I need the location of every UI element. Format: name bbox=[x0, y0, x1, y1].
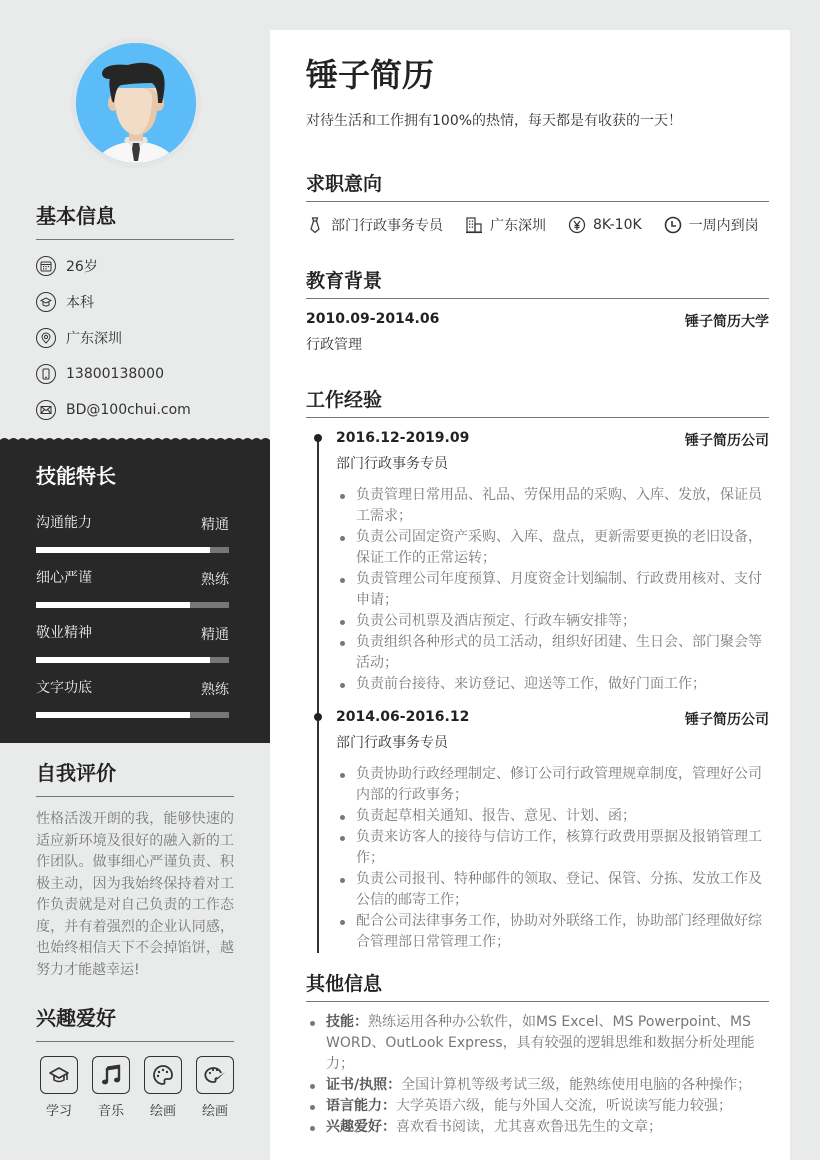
skill-level: 精通 bbox=[201, 627, 229, 643]
intent-city-text: 广东深圳 bbox=[490, 218, 546, 234]
other-info-label: 证书/执照： bbox=[326, 1077, 402, 1093]
skill-level: 熟练 bbox=[201, 682, 229, 698]
job-duties bbox=[336, 764, 769, 953]
duty-item: 负责公司报刊、特种邮件的领取、登记、保管、分拣、发放工作及公信的邮寄工作； bbox=[336, 869, 769, 911]
info-degree-text: 本科 bbox=[66, 295, 94, 311]
skill-progress-fill bbox=[36, 712, 190, 718]
other-info-list bbox=[306, 1012, 769, 1138]
duty-item: 配合公司法律事务工作，协助对外联络工作，协助部门经理做好综合管理部日常管理工作； bbox=[336, 911, 769, 953]
skill-level: 精通 bbox=[201, 517, 229, 533]
avatar bbox=[76, 43, 196, 163]
sidebar bbox=[0, 0, 270, 1160]
mail-icon bbox=[36, 400, 56, 420]
hobby-label: 绘画 bbox=[201, 1104, 228, 1119]
hobby-study bbox=[40, 1056, 78, 1119]
phone-icon bbox=[36, 364, 56, 384]
skill-item bbox=[36, 512, 229, 553]
skill-name: 细心严谨 bbox=[36, 570, 92, 586]
other-info-label: 语言能力： bbox=[326, 1098, 396, 1114]
timeline-dot bbox=[314, 713, 322, 721]
skill-name: 沟通能力 bbox=[36, 515, 92, 531]
duty-item: 负责组织各种形式的员工活动，组织好团建、生日会、部门聚会等活动； bbox=[336, 632, 769, 674]
info-phone bbox=[36, 356, 234, 392]
avatar-person-icon bbox=[76, 43, 196, 163]
skill-level: 熟练 bbox=[201, 572, 229, 588]
skill-name: 敬业精神 bbox=[36, 625, 92, 641]
job-intent-section bbox=[306, 170, 769, 236]
education-section bbox=[306, 267, 769, 354]
job-intent-list bbox=[306, 214, 769, 236]
divider bbox=[36, 1041, 234, 1042]
self-evaluation-title: 自我评价 bbox=[36, 761, 116, 785]
skill-progress-fill bbox=[36, 547, 210, 553]
divider bbox=[36, 239, 234, 240]
clock-icon bbox=[664, 216, 682, 234]
duty-item: 负责公司机票及酒店预定、行政车辆安排等； bbox=[336, 611, 769, 632]
self-evaluation-section bbox=[36, 757, 234, 981]
education-period: 2010.09-2014.06 bbox=[306, 311, 440, 327]
info-age-text: 26岁 bbox=[66, 259, 98, 275]
music-note-icon bbox=[92, 1056, 130, 1094]
info-age bbox=[36, 248, 234, 284]
yen-icon bbox=[568, 216, 586, 234]
hobby-painting bbox=[196, 1056, 234, 1119]
graduation-cap-icon bbox=[40, 1056, 78, 1094]
duty-item: 负责来访客人的接待与信访工作，核算行政费用票据及报销管理工作； bbox=[336, 827, 769, 869]
hobby-music bbox=[92, 1056, 130, 1119]
graduation-cap-icon bbox=[36, 292, 56, 312]
calendar-icon bbox=[36, 256, 56, 276]
hobby-label: 音乐 bbox=[97, 1104, 124, 1119]
info-email-text: BD@100chui.com bbox=[66, 402, 191, 418]
resume-motto: 对待生活和工作拥有100%的热情，每天都是有收获的一天！ bbox=[306, 113, 683, 129]
work-timeline bbox=[306, 430, 769, 953]
tie-icon bbox=[306, 216, 324, 234]
info-location bbox=[36, 320, 234, 356]
basic-info-list bbox=[36, 248, 234, 428]
duty-item: 负责公司固定资产采购、入库、盘点，更新需要更换的老旧设备，保证工作的正常运转； bbox=[336, 527, 769, 569]
job-company: 锤子简历公司 bbox=[685, 433, 769, 449]
skill-item bbox=[36, 622, 229, 663]
skill-progress-bar bbox=[36, 657, 229, 663]
palette-icon bbox=[144, 1056, 182, 1094]
divider bbox=[306, 1001, 769, 1002]
skills-section bbox=[0, 442, 270, 743]
job-entry bbox=[306, 709, 769, 953]
skill-name: 文字功底 bbox=[36, 680, 92, 696]
location-pin-icon bbox=[36, 328, 56, 348]
timeline-dot bbox=[314, 434, 322, 442]
hobby-label: 绘画 bbox=[149, 1104, 176, 1119]
info-location-text: 广东深圳 bbox=[66, 331, 122, 347]
other-info-text: 熟练运用各种办公软件，如MS Excel、MS Powerpoint、MS WORD、OutLook Express，具有较强的逻辑思维和数据分析处理能力； bbox=[326, 1014, 755, 1072]
skill-item bbox=[36, 567, 229, 608]
intent-position bbox=[306, 215, 443, 235]
education-title: 教育背景 bbox=[306, 270, 383, 292]
resume-name: 锤子简历 bbox=[306, 56, 435, 94]
intent-salary-text: 8K-10K bbox=[593, 217, 642, 233]
palette-brush-icon bbox=[196, 1056, 234, 1094]
other-info-title: 其他信息 bbox=[306, 973, 383, 995]
other-info-section bbox=[306, 970, 769, 1138]
skill-progress-fill bbox=[36, 602, 190, 608]
skill-progress-bar bbox=[36, 712, 229, 718]
other-info-text: 全国计算机等级考试三级，能熟练使用电脑的各种操作； bbox=[401, 1077, 752, 1093]
skill-progress-fill bbox=[36, 657, 210, 663]
other-info-text: 喜欢看书阅读，尤其喜欢鲁迅先生的文章； bbox=[396, 1119, 662, 1135]
duty-item: 负责前台接待、来访登记、迎送等工作，做好门面工作； bbox=[336, 674, 769, 695]
skill-item bbox=[36, 677, 229, 718]
hobby-label: 学习 bbox=[45, 1104, 72, 1119]
info-degree bbox=[36, 284, 234, 320]
other-info-item bbox=[306, 1117, 769, 1138]
divider bbox=[306, 201, 769, 202]
intent-position-text: 部门行政事务专员 bbox=[331, 218, 443, 234]
hobbies-section bbox=[36, 1002, 234, 1119]
work-section bbox=[306, 386, 769, 953]
duty-item: 负责起草相关通知、报告、意见、计划、函； bbox=[336, 806, 769, 827]
avatar-frame bbox=[71, 38, 201, 168]
hobby-painting bbox=[144, 1056, 182, 1119]
hobbies-title: 兴趣爱好 bbox=[36, 1006, 116, 1030]
divider bbox=[36, 796, 234, 797]
skills-title: 技能特长 bbox=[36, 464, 116, 488]
intent-salary bbox=[568, 216, 642, 234]
job-company: 锤子简历公司 bbox=[685, 712, 769, 728]
divider bbox=[306, 298, 769, 299]
zigzag-edge bbox=[0, 436, 270, 444]
job-period: 2014.06-2016.12 bbox=[336, 709, 470, 725]
work-title: 工作经验 bbox=[306, 389, 383, 411]
divider bbox=[306, 417, 769, 418]
education-major: 行政管理 bbox=[306, 337, 362, 353]
intent-availability-text: 一周内到岗 bbox=[688, 218, 759, 234]
other-info-item bbox=[306, 1096, 769, 1117]
other-info-label: 技能： bbox=[326, 1014, 368, 1030]
resume-main bbox=[270, 30, 790, 1160]
job-period: 2016.12-2019.09 bbox=[336, 430, 470, 446]
building-icon bbox=[465, 216, 483, 234]
job-entry bbox=[306, 430, 769, 695]
intent-city bbox=[465, 215, 546, 235]
hobby-list bbox=[36, 1056, 234, 1119]
other-info-label: 兴趣爱好： bbox=[326, 1119, 396, 1135]
other-info-text: 大学英语六级，能与外国人交流，听说读写能力较强； bbox=[396, 1098, 732, 1114]
intent-availability bbox=[664, 215, 759, 235]
info-phone-text: 13800138000 bbox=[66, 366, 164, 382]
skill-progress-bar bbox=[36, 547, 229, 553]
education-school: 锤子简历大学 bbox=[685, 314, 769, 330]
duty-item: 负责协助行政经理制定、修订公司行政管理规章制度，管理好公司内部的行政事务； bbox=[336, 764, 769, 806]
job-position: 部门行政事务专员 bbox=[336, 735, 448, 751]
other-info-item bbox=[306, 1075, 769, 1096]
self-evaluation-text: 性格活泼开朗的我，能够快速的适应新环境及很好的融入新的工作团队。做事细心严谨负责、积极主动，因为我始终保持着对工作负责就是对自己负责的工作态度，并有着强烈的企业认同感，也始终相信天下不会掉馅饼，越努力才能越幸运! bbox=[36, 811, 234, 978]
info-email bbox=[36, 392, 234, 428]
other-info-item bbox=[306, 1012, 769, 1075]
job-duties bbox=[336, 485, 769, 695]
skill-progress-bar bbox=[36, 602, 229, 608]
duty-item: 负责管理公司年度预算、月度资金计划编制、行政费用核对、支付申请； bbox=[336, 569, 769, 611]
basic-info-section bbox=[36, 200, 234, 428]
duty-item: 负责管理日常用品、礼品、劳保用品的采购、入库、发放，保证员工需求； bbox=[336, 485, 769, 527]
job-intent-title: 求职意向 bbox=[306, 173, 383, 195]
job-position: 部门行政事务专员 bbox=[336, 456, 448, 472]
basic-info-title: 基本信息 bbox=[36, 204, 116, 228]
